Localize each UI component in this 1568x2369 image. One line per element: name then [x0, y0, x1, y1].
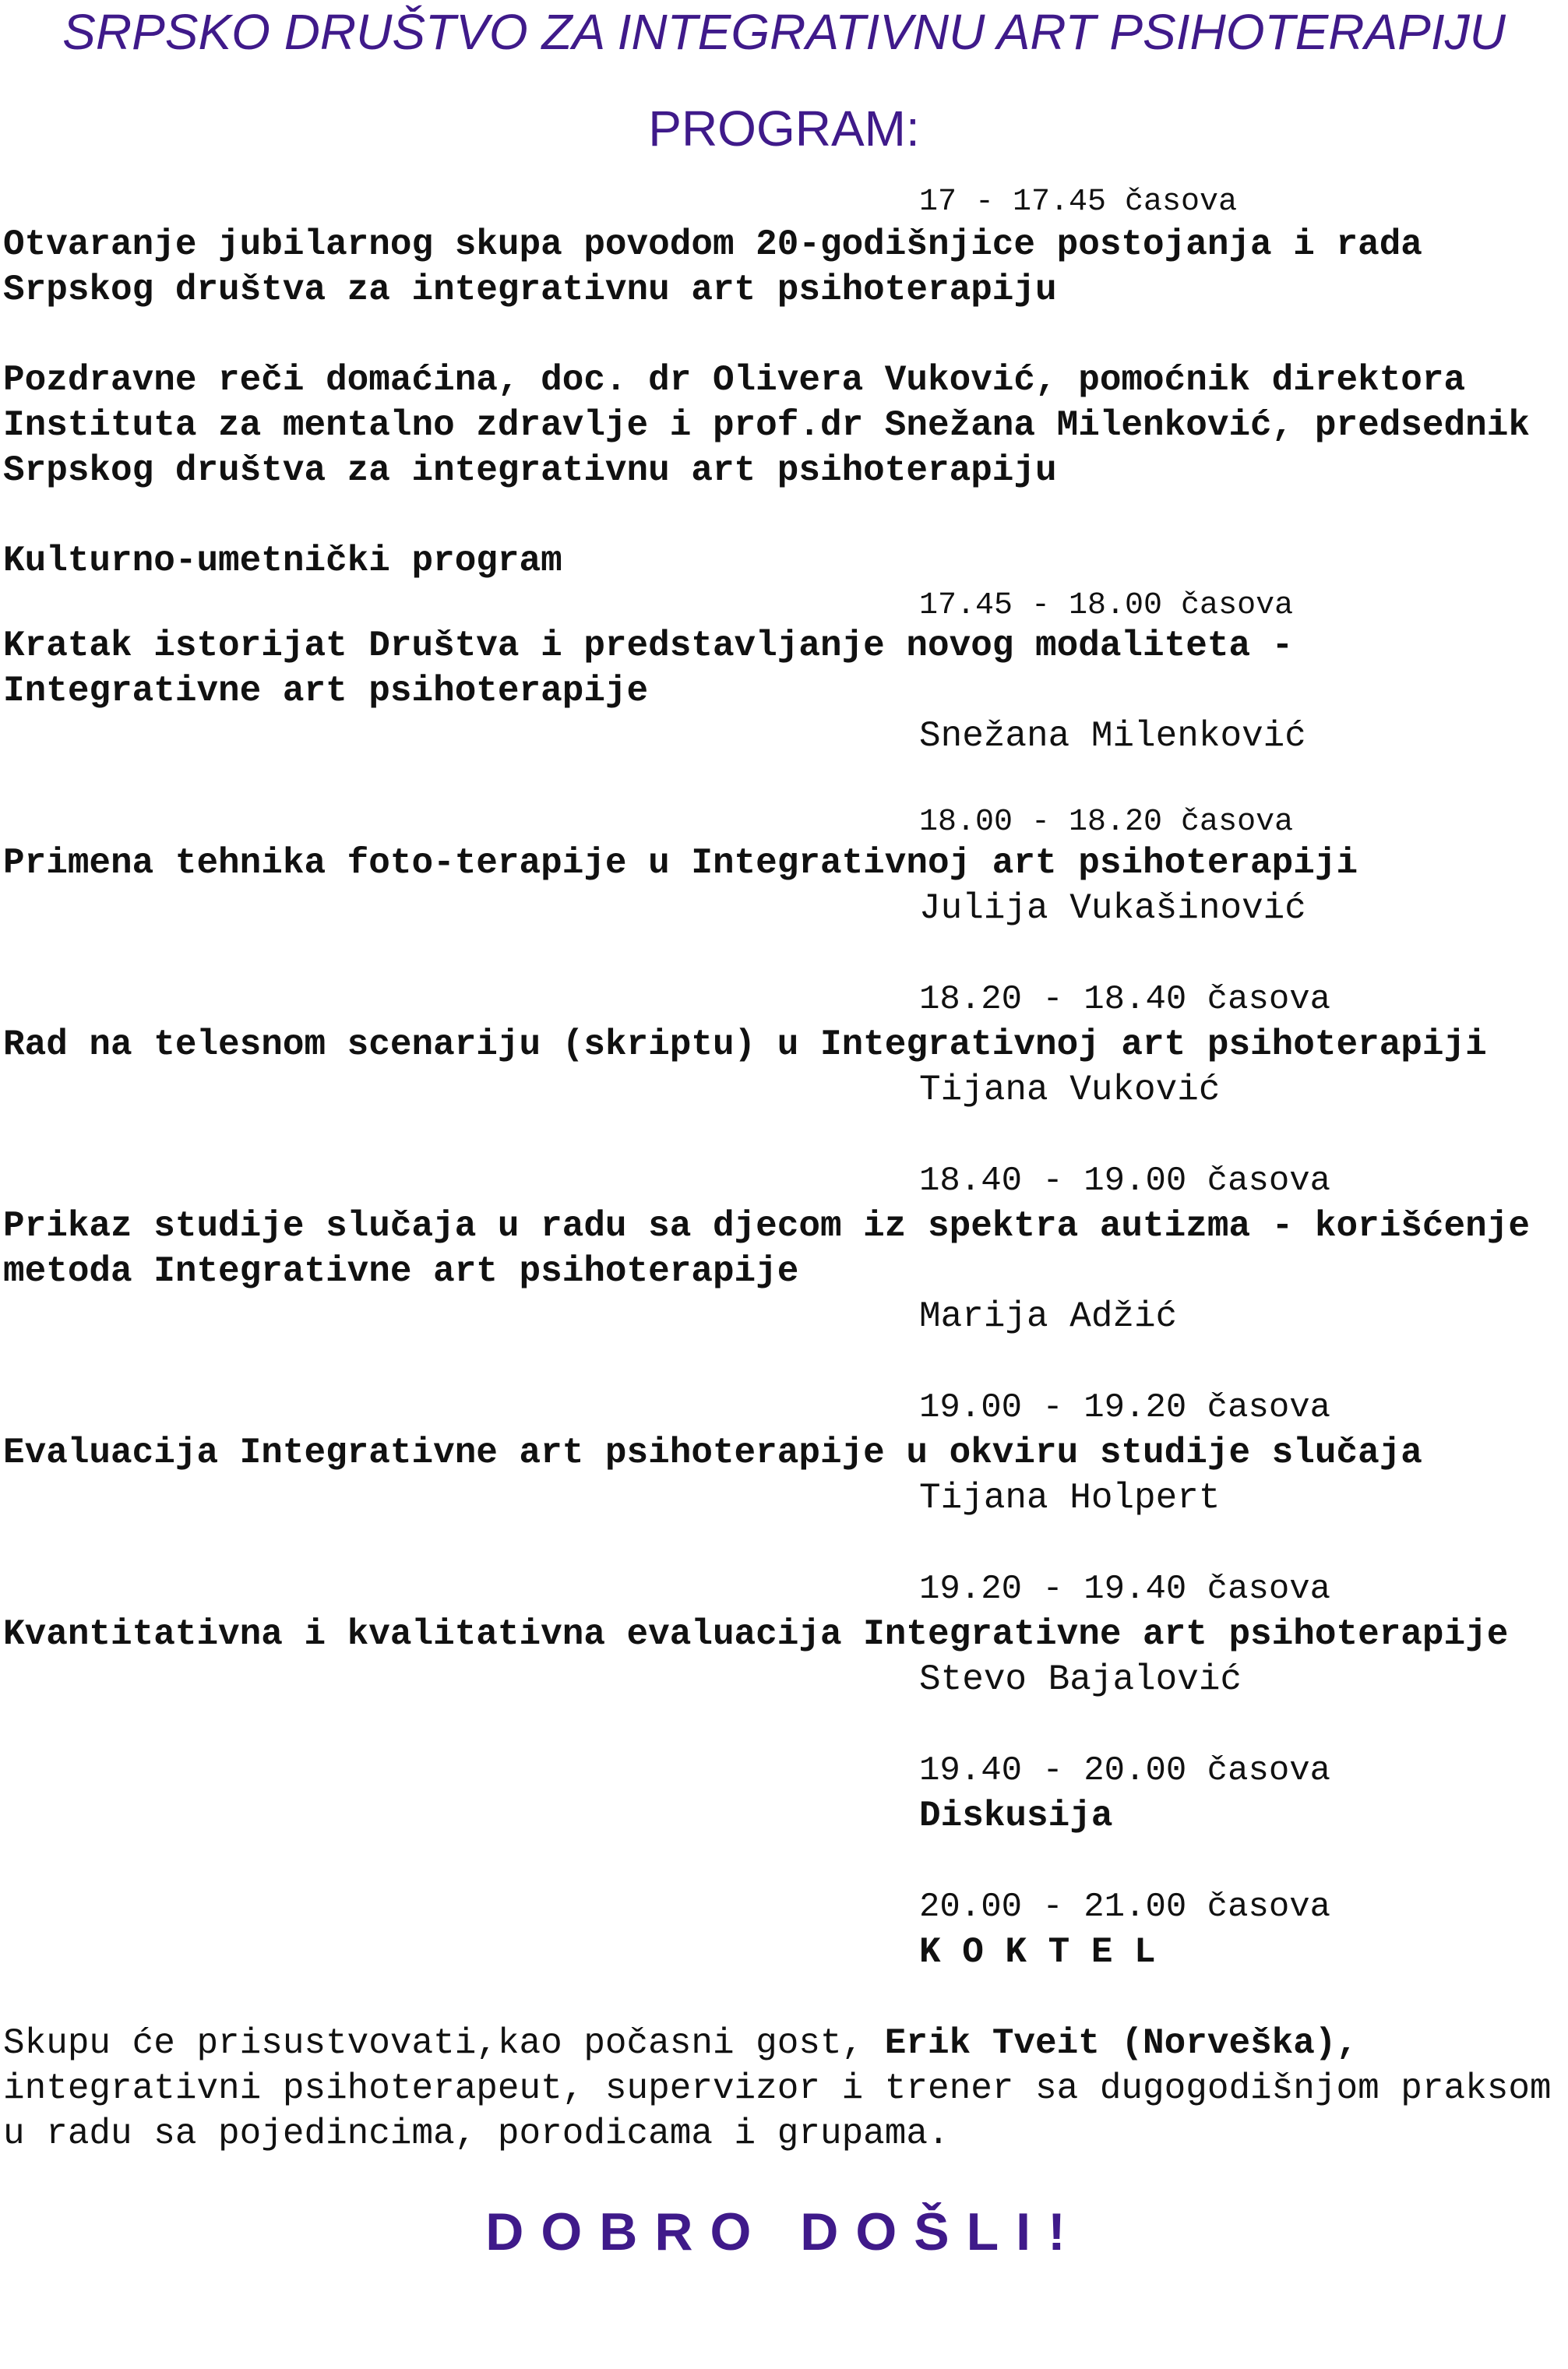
session-title: Integrativne art psihoterapije: [3, 671, 649, 711]
session-time: 18.00 - 18.20 časova: [919, 805, 1294, 840]
session-speaker: Marija Adžić: [919, 1296, 1178, 1337]
greeting-line2: Instituta za mentalno zdravlje i prof.dr Snežana Milenković, predsednik: [3, 405, 1530, 446]
session-time: 18.20 - 18.40 časova: [919, 980, 1331, 1019]
guest-line1-suffix: ,: [1336, 2023, 1358, 2064]
guest-line2: integrativni psihoterapeut, supervizor i trener sa dugogodišnjom praksom: [3, 2068, 1552, 2109]
session-speaker: Julija Vukašinović: [919, 888, 1306, 929]
guest-line3: u radu sa pojedincima, porodicama i grupama.: [3, 2113, 950, 2154]
session-time: 20.00 - 21.00 časova: [919, 1888, 1331, 1927]
session-title: metoda Integrativne art psihoterapije: [3, 1251, 799, 1292]
session-title: Evaluacija Integrativne art psihoterapije u okviru studije slučaja: [3, 1433, 1422, 1473]
cocktail-label: K O K T E L: [919, 1932, 1156, 1972]
opening-title-line2: Srpskog društva za integrativnu art psihoterapiju: [3, 270, 1057, 310]
discussion-label: Diskusija: [919, 1796, 1113, 1836]
session-title: Primena tehnika foto-terapije u Integrativnoj art psihoterapiji: [3, 843, 1358, 883]
greeting-line1: Pozdravne reči domaćina, doc. dr Olivera Vuković, pomoćnik direktora: [3, 360, 1466, 400]
session-time: 19.00 - 19.20 časova: [919, 1388, 1331, 1427]
cultural-program: Kulturno-umetnički program: [3, 541, 562, 581]
session-title: Prikaz studije slučaja u radu sa djecom iz spektra autizma - korišćenje: [3, 1206, 1530, 1246]
organization-title: SRPSKO DRUŠTVO ZA INTEGRATIVNU ART PSIHOTERAPIJU: [62, 4, 1506, 60]
session-time: 18.40 - 19.00 časova: [919, 1162, 1331, 1200]
session-time: 19.20 - 19.40 časova: [919, 1570, 1331, 1609]
greeting-line3: Srpskog društva za integrativnu art psihoterapiju: [3, 450, 1057, 491]
session-title: Rad na telesnom scenariju (skriptu) u Integrativnoj art psihoterapiji: [3, 1024, 1487, 1065]
program-heading: PROGRAM:: [648, 100, 920, 157]
session-title: Kratak istorijat Društva i predstavljanje novog modaliteta -: [3, 626, 1294, 666]
welcome-message: DOBRO DOŠLI!: [485, 2202, 1083, 2261]
opening-time: 17 - 17.45 časova: [919, 185, 1238, 220]
session-time: 19.40 - 20.00 časova: [919, 1751, 1331, 1790]
session-speaker: Stevo Bajalović: [919, 1659, 1242, 1700]
session-speaker: Snežana Milenković: [919, 716, 1306, 756]
session-title: Kvantitativna i kvalitativna evaluacija Integrativne art psihoterapije: [3, 1614, 1509, 1655]
guest-line1: [3, 2021, 1358, 2066]
session-time: 17.45 - 18.00 časova: [919, 588, 1294, 623]
guest-name: Erik Tveit (Norveška): [884, 2023, 1337, 2064]
guest-line1-prefix: Skupu će prisustvovati,kao počasni gost,: [3, 2023, 885, 2064]
session-speaker: Tijana Vuković: [919, 1070, 1221, 1110]
opening-title-line1: Otvaranje jubilarnog skupa povodom 20-godišnjice postojanja i rada: [3, 224, 1422, 265]
session-speaker: Tijana Holpert: [919, 1478, 1221, 1518]
